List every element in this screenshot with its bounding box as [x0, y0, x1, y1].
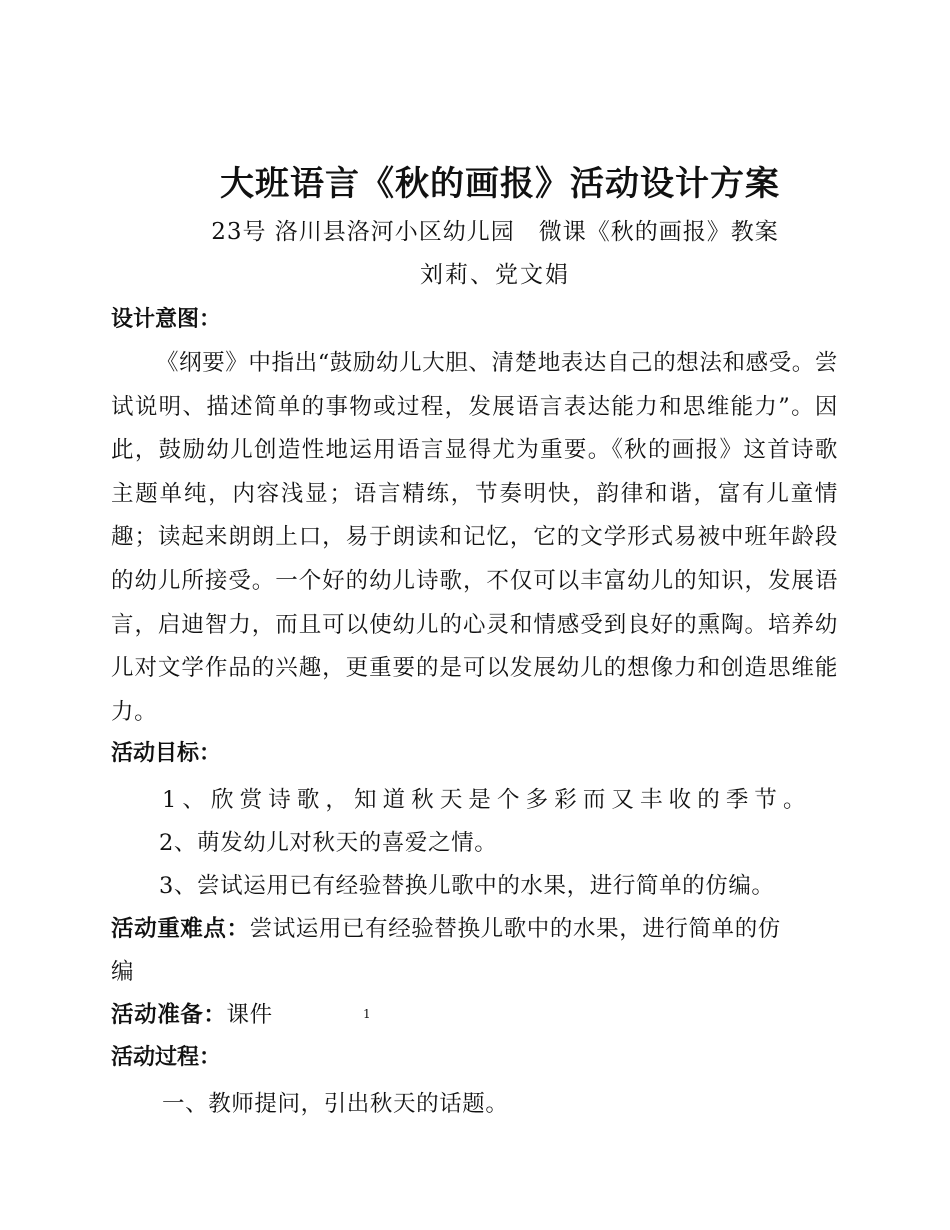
process-step-1: 一、教师提问，引出秋天的话题。	[162, 1091, 509, 1117]
key-points-text-continued: 编	[111, 959, 135, 985]
goal-item-3: 3、尝试运用已有经验替换儿歌中的水果，进行简单的仿编。	[159, 873, 775, 899]
goal-item-1: 1、欣赏诗歌，知道秋天是个多彩而又丰收的季节。	[162, 787, 812, 813]
section-heading-process: 活动过程：	[111, 1045, 222, 1070]
key-points-text: 尝试运用已有经验替换儿歌中的水果，进行简单的仿	[249, 916, 781, 942]
preparation-label: 活动准备：	[111, 1002, 227, 1028]
page-number: 1	[363, 1007, 371, 1021]
section-heading-intent: 设计意图：	[111, 307, 222, 332]
document-subtitle: 23号 洛川县洛河小区幼儿园 微课《秋的画报》教案	[211, 219, 779, 245]
document-title: 大班语言《秋的画报》活动设计方案	[220, 164, 780, 204]
key-points-line	[111, 912, 781, 946]
document-authors: 刘莉、党文娟	[420, 262, 570, 288]
preparation-text: 课件	[226, 1002, 273, 1028]
section-heading-goals: 活动目标：	[111, 741, 222, 766]
key-points-label: 活动重难点：	[111, 916, 250, 942]
goal-item-2: 2、萌发幼儿对秋天的喜爱之情。	[159, 830, 498, 856]
preparation-line	[111, 998, 273, 1032]
intent-paragraph: 《纲要》中指出“鼓励幼儿大胆、清楚地表达自己的想法和感受。尝试说明、描述简单的事物或过程，发展语言表达能力和思维能力”。因此，鼓励幼儿创造性地运用语言显得尤为重要。《秋的画报》这首诗歌主题单纯，内容浅显；语言精练，节奏明快，韵律和谐，富有儿童情趣；读起来朗朗上口，易于朗读和记忆，它的文学形式易被中班年龄段的幼儿所接受。一个好的幼儿诗歌，不仅可以丰富幼儿的知识，发展语言，启迪智力，而且可以使幼儿的心灵和情感受到良好的熏陶。培养幼儿对文学作品的兴趣，更重要的是可以发展幼儿的想像力和创造思维能力。	[111, 350, 839, 725]
